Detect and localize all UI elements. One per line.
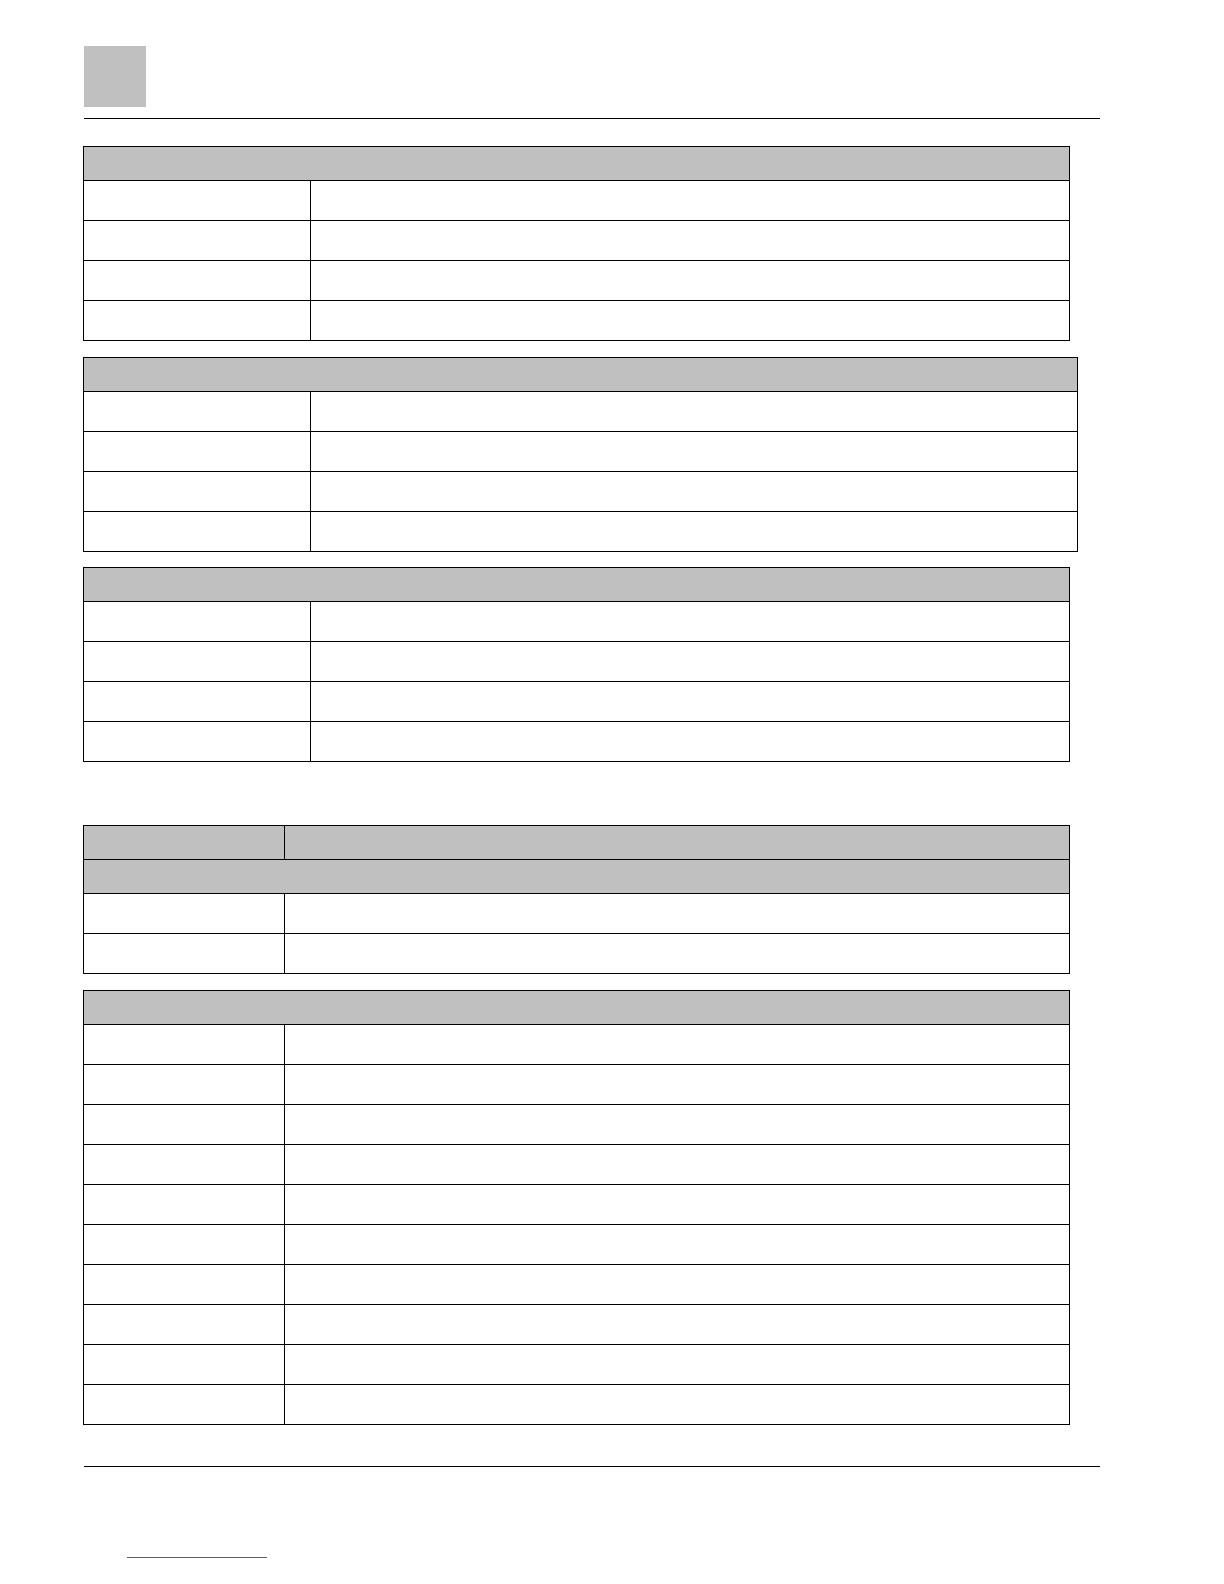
row-value — [311, 602, 1070, 642]
row-value — [311, 682, 1070, 722]
table-row — [84, 1105, 1070, 1145]
table-row — [84, 261, 1070, 301]
row-value — [311, 642, 1070, 682]
row-label — [84, 894, 285, 934]
table-row — [84, 1065, 1070, 1105]
header-logo — [84, 46, 146, 107]
row-value — [311, 722, 1070, 762]
row-value — [311, 432, 1078, 472]
table-row — [84, 301, 1070, 341]
row-label — [84, 602, 311, 642]
row-label — [84, 1065, 285, 1105]
row-value — [311, 512, 1078, 552]
row-label — [84, 1385, 285, 1425]
row-label — [84, 432, 311, 472]
row-label — [84, 1145, 285, 1185]
row-value — [285, 1265, 1070, 1305]
footer-divider — [84, 1466, 1100, 1467]
row-label — [84, 472, 311, 512]
row-value — [311, 472, 1078, 512]
table-row — [84, 1225, 1070, 1265]
row-label — [84, 1025, 285, 1065]
row-label — [84, 1225, 285, 1265]
footer-link[interactable] — [127, 1557, 267, 1558]
table-row — [84, 1145, 1070, 1185]
header-divider — [84, 118, 1100, 119]
row-label — [84, 934, 285, 974]
table-section-header — [84, 568, 1070, 602]
table-row — [84, 221, 1070, 261]
table-section-header — [84, 147, 1070, 181]
row-label — [84, 1345, 285, 1385]
row-value — [285, 1185, 1070, 1225]
info-table-3 — [83, 567, 1070, 762]
table-row — [84, 722, 1070, 762]
row-value — [285, 1345, 1070, 1385]
table-row — [84, 1345, 1070, 1385]
row-value — [285, 1065, 1070, 1105]
table-row — [84, 1385, 1070, 1425]
row-value — [311, 261, 1070, 301]
table-row — [84, 512, 1078, 552]
info-table-1 — [83, 146, 1070, 341]
table-row — [84, 1265, 1070, 1305]
table-section-header — [84, 860, 1070, 894]
table-row — [84, 602, 1070, 642]
row-value — [285, 1225, 1070, 1265]
row-label — [84, 181, 311, 221]
row-label — [84, 261, 311, 301]
row-label — [84, 682, 311, 722]
table-row — [84, 1185, 1070, 1225]
row-value — [285, 894, 1070, 934]
row-value — [311, 392, 1078, 432]
row-label — [84, 1305, 285, 1345]
table-row — [84, 472, 1078, 512]
table-section-header — [84, 991, 1070, 1025]
info-table-5 — [83, 990, 1070, 1425]
row-value — [285, 1385, 1070, 1425]
table-row — [84, 392, 1078, 432]
column-header — [84, 826, 285, 860]
row-label — [84, 1185, 285, 1225]
row-value — [311, 221, 1070, 261]
row-label — [84, 301, 311, 341]
table-section-header — [84, 358, 1078, 392]
table-row — [84, 682, 1070, 722]
table-row — [84, 181, 1070, 221]
row-label — [84, 722, 311, 762]
row-value — [285, 1305, 1070, 1345]
info-table-4 — [83, 825, 1070, 974]
row-value — [285, 1025, 1070, 1065]
row-value — [285, 934, 1070, 974]
table-row — [84, 934, 1070, 974]
table-row — [84, 432, 1078, 472]
table-row — [84, 642, 1070, 682]
row-label — [84, 512, 311, 552]
row-value — [285, 1145, 1070, 1185]
table-row — [84, 1025, 1070, 1065]
row-value — [311, 181, 1070, 221]
row-label — [84, 1105, 285, 1145]
row-label — [84, 392, 311, 432]
row-label — [84, 1265, 285, 1305]
table-row — [84, 894, 1070, 934]
row-label — [84, 221, 311, 261]
info-table-2 — [83, 357, 1078, 552]
row-value — [311, 301, 1070, 341]
row-value — [285, 1105, 1070, 1145]
column-header — [285, 826, 1070, 860]
row-label — [84, 642, 311, 682]
table-row — [84, 1305, 1070, 1345]
